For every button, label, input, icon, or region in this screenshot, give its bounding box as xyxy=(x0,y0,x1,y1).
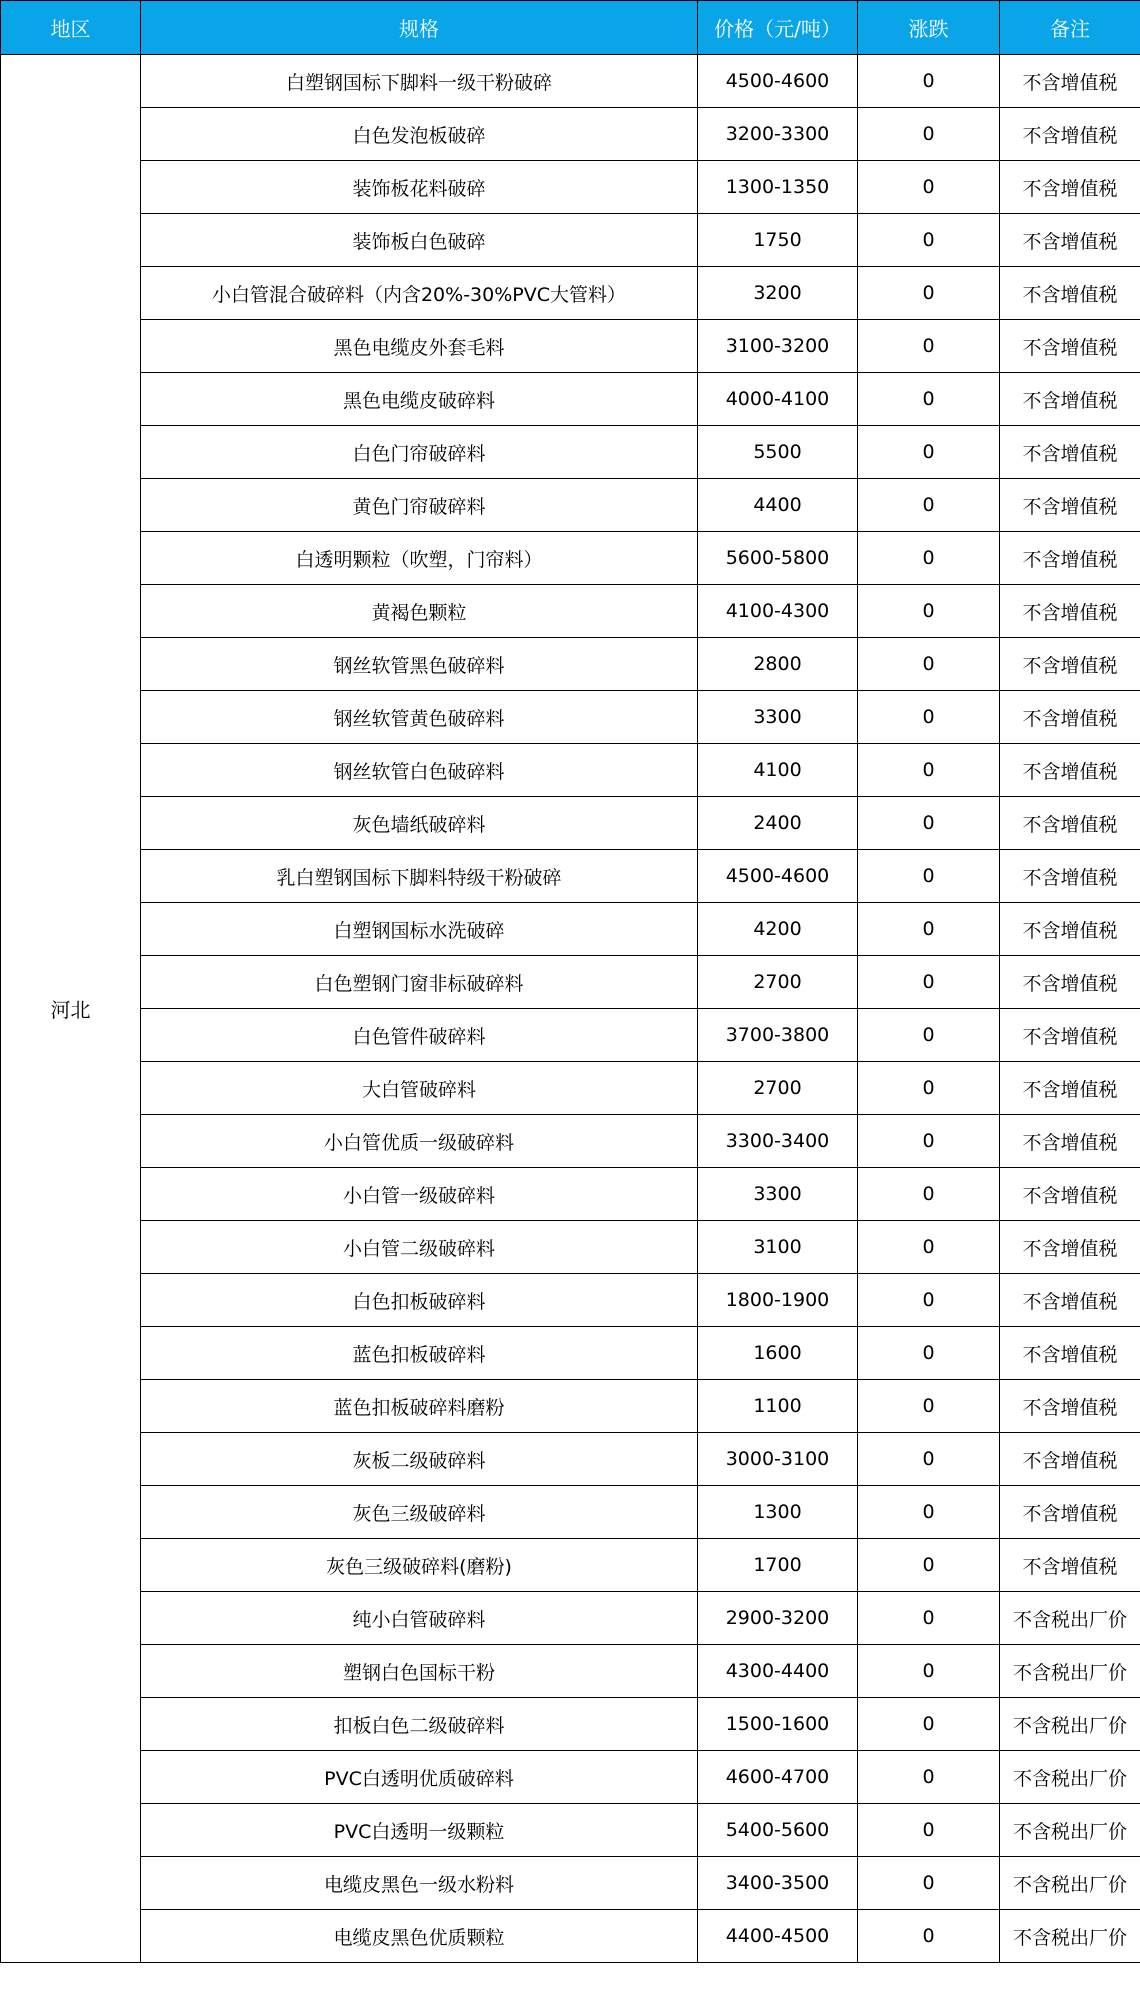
change-cell: 0 xyxy=(858,744,1000,797)
spec-cell: 扣板白色二级破碎料 xyxy=(141,1698,698,1751)
note-cell: 不含增值税 xyxy=(1000,903,1140,956)
note-cell: 不含增值税 xyxy=(1000,956,1140,1009)
table-row xyxy=(1,267,1140,320)
spec-cell: 白透明颗粒（吹塑，门帘料） xyxy=(141,532,698,585)
change-cell: 0 xyxy=(858,1698,1000,1751)
note-cell: 不含增值税 xyxy=(1000,426,1140,479)
table-row xyxy=(1,1009,1140,1062)
note-cell: 不含增值税 xyxy=(1000,373,1140,426)
change-cell: 0 xyxy=(858,850,1000,903)
price-cell: 3100-3200 xyxy=(698,320,858,373)
note-cell: 不含增值税 xyxy=(1000,1274,1140,1327)
spec-cell: 白塑钢国标下脚料一级干粉破碎 xyxy=(141,55,698,108)
table-row xyxy=(1,1433,1140,1486)
price-cell: 2800 xyxy=(698,638,858,691)
header-change: 涨跌 xyxy=(858,1,1000,55)
price-cell: 1600 xyxy=(698,1327,858,1380)
price-cell: 3400-3500 xyxy=(698,1857,858,1910)
price-cell: 4200 xyxy=(698,903,858,956)
change-cell: 0 xyxy=(858,638,1000,691)
table-row xyxy=(1,426,1140,479)
price-cell: 4100 xyxy=(698,744,858,797)
change-cell: 0 xyxy=(858,797,1000,850)
change-cell: 0 xyxy=(858,479,1000,532)
change-cell: 0 xyxy=(858,1168,1000,1221)
change-cell: 0 xyxy=(858,1645,1000,1698)
note-cell: 不含增值税 xyxy=(1000,320,1140,373)
spec-cell: 小白管二级破碎料 xyxy=(141,1221,698,1274)
change-cell: 0 xyxy=(858,1274,1000,1327)
table-row xyxy=(1,1645,1140,1698)
table-row xyxy=(1,956,1140,1009)
change-cell: 0 xyxy=(858,1327,1000,1380)
change-cell: 0 xyxy=(858,1539,1000,1592)
note-cell: 不含增值税 xyxy=(1000,108,1140,161)
table-row xyxy=(1,1327,1140,1380)
price-cell: 3300 xyxy=(698,1168,858,1221)
change-cell: 0 xyxy=(858,532,1000,585)
note-cell: 不含增值税 xyxy=(1000,161,1140,214)
spec-cell: 白塑钢国标水洗破碎 xyxy=(141,903,698,956)
price-cell: 1500-1600 xyxy=(698,1698,858,1751)
table-row xyxy=(1,1221,1140,1274)
note-cell: 不含税出厂价 xyxy=(1000,1645,1140,1698)
spec-cell: 黑色电缆皮破碎料 xyxy=(141,373,698,426)
spec-cell: 白色管件破碎料 xyxy=(141,1009,698,1062)
change-cell: 0 xyxy=(858,691,1000,744)
header-region: 地区 xyxy=(1,1,141,55)
spec-cell: 纯小白管破碎料 xyxy=(141,1592,698,1645)
note-cell: 不含增值税 xyxy=(1000,1539,1140,1592)
price-cell: 3100 xyxy=(698,1221,858,1274)
table-row xyxy=(1,850,1140,903)
change-cell: 0 xyxy=(858,214,1000,267)
change-cell: 0 xyxy=(858,1062,1000,1115)
table-row xyxy=(1,532,1140,585)
table-row xyxy=(1,320,1140,373)
table-row xyxy=(1,797,1140,850)
change-cell: 0 xyxy=(858,426,1000,479)
spec-cell: 白色扣板破碎料 xyxy=(141,1274,698,1327)
spec-cell: 钢丝软管黑色破碎料 xyxy=(141,638,698,691)
table-row xyxy=(1,1539,1140,1592)
price-cell: 3200 xyxy=(698,267,858,320)
change-cell: 0 xyxy=(858,1751,1000,1804)
table-row xyxy=(1,1804,1140,1857)
spec-cell: 灰色三级破碎料(磨粉) xyxy=(141,1539,698,1592)
note-cell: 不含增值税 xyxy=(1000,1009,1140,1062)
spec-cell: 钢丝软管黄色破碎料 xyxy=(141,691,698,744)
spec-cell: 白色塑钢门窗非标破碎料 xyxy=(141,956,698,1009)
spec-cell: 小白管混合破碎料（内含20%-30%PVC大管料） xyxy=(141,267,698,320)
change-cell: 0 xyxy=(858,1804,1000,1857)
spec-cell: 灰色三级破碎料 xyxy=(141,1486,698,1539)
note-cell: 不含增值税 xyxy=(1000,797,1140,850)
price-cell: 1700 xyxy=(698,1539,858,1592)
price-cell: 5500 xyxy=(698,426,858,479)
note-cell: 不含税出厂价 xyxy=(1000,1910,1140,1963)
change-cell: 0 xyxy=(858,1433,1000,1486)
note-cell: 不含税出厂价 xyxy=(1000,1751,1140,1804)
price-cell: 4500-4600 xyxy=(698,850,858,903)
price-cell: 3300 xyxy=(698,691,858,744)
change-cell: 0 xyxy=(858,1115,1000,1168)
price-cell: 4500-4600 xyxy=(698,55,858,108)
spec-cell: 白色发泡板破碎 xyxy=(141,108,698,161)
table-row xyxy=(1,1857,1140,1910)
change-cell: 0 xyxy=(858,1221,1000,1274)
spec-cell: 电缆皮黑色一级水粉料 xyxy=(141,1857,698,1910)
change-cell: 0 xyxy=(858,956,1000,1009)
price-cell: 1750 xyxy=(698,214,858,267)
spec-cell: 装饰板白色破碎 xyxy=(141,214,698,267)
price-cell: 1300 xyxy=(698,1486,858,1539)
table-row xyxy=(1,1168,1140,1221)
price-cell: 3300-3400 xyxy=(698,1115,858,1168)
header-note: 备注 xyxy=(1000,1,1140,55)
note-cell: 不含增值税 xyxy=(1000,1433,1140,1486)
table-body xyxy=(1,55,1140,1963)
price-cell: 4600-4700 xyxy=(698,1751,858,1804)
note-cell: 不含增值税 xyxy=(1000,479,1140,532)
spec-cell: 灰色墙纸破碎料 xyxy=(141,797,698,850)
price-cell: 4400-4500 xyxy=(698,1910,858,1963)
note-cell: 不含增值税 xyxy=(1000,1062,1140,1115)
note-cell: 不含增值税 xyxy=(1000,214,1140,267)
price-cell: 3700-3800 xyxy=(698,1009,858,1062)
spec-cell: 乳白塑钢国标下脚料特级干粉破碎 xyxy=(141,850,698,903)
price-cell: 3200-3300 xyxy=(698,108,858,161)
price-cell: 2400 xyxy=(698,797,858,850)
table-row xyxy=(1,1698,1140,1751)
note-cell: 不含税出厂价 xyxy=(1000,1804,1140,1857)
table-row xyxy=(1,1910,1140,1963)
spec-cell: 钢丝软管白色破碎料 xyxy=(141,744,698,797)
price-cell: 2900-3200 xyxy=(698,1592,858,1645)
spec-cell: 大白管破碎料 xyxy=(141,1062,698,1115)
note-cell: 不含增值税 xyxy=(1000,1221,1140,1274)
note-cell: 不含增值税 xyxy=(1000,638,1140,691)
price-cell: 4000-4100 xyxy=(698,373,858,426)
table-row xyxy=(1,373,1140,426)
table-row xyxy=(1,1115,1140,1168)
note-cell: 不含税出厂价 xyxy=(1000,1698,1140,1751)
table-row xyxy=(1,1380,1140,1433)
note-cell: 不含增值税 xyxy=(1000,585,1140,638)
table-row xyxy=(1,214,1140,267)
spec-cell: 装饰板花料破碎 xyxy=(141,161,698,214)
note-cell: 不含增值税 xyxy=(1000,1115,1140,1168)
spec-cell: 黑色电缆皮外套毛料 xyxy=(141,320,698,373)
price-cell: 1800-1900 xyxy=(698,1274,858,1327)
note-cell: 不含税出厂价 xyxy=(1000,1857,1140,1910)
spec-cell: 塑钢白色国标干粉 xyxy=(141,1645,698,1698)
header-price: 价格（元/吨） xyxy=(698,1,858,55)
change-cell: 0 xyxy=(858,1009,1000,1062)
note-cell: 不含税出厂价 xyxy=(1000,1592,1140,1645)
spec-cell: 灰板二级破碎料 xyxy=(141,1433,698,1486)
note-cell: 不含增值税 xyxy=(1000,1380,1140,1433)
change-cell: 0 xyxy=(858,108,1000,161)
spec-cell: 蓝色扣板破碎料磨粉 xyxy=(141,1380,698,1433)
table-row xyxy=(1,108,1140,161)
table-row xyxy=(1,691,1140,744)
spec-cell: 电缆皮黑色优质颗粒 xyxy=(141,1910,698,1963)
price-cell: 1100 xyxy=(698,1380,858,1433)
price-cell: 4400 xyxy=(698,479,858,532)
price-cell: 2700 xyxy=(698,956,858,1009)
note-cell: 不含增值税 xyxy=(1000,744,1140,797)
change-cell: 0 xyxy=(858,585,1000,638)
table-row xyxy=(1,638,1140,691)
price-cell: 3000-3100 xyxy=(698,1433,858,1486)
change-cell: 0 xyxy=(858,320,1000,373)
change-cell: 0 xyxy=(858,1592,1000,1645)
spec-cell: PVC白透明优质破碎料 xyxy=(141,1751,698,1804)
change-cell: 0 xyxy=(858,1380,1000,1433)
change-cell: 0 xyxy=(858,903,1000,956)
spec-cell: 黄色门帘破碎料 xyxy=(141,479,698,532)
table-row xyxy=(1,479,1140,532)
price-cell: 4300-4400 xyxy=(698,1645,858,1698)
spec-cell: 蓝色扣板破碎料 xyxy=(141,1327,698,1380)
header-row xyxy=(1,1,1140,55)
price-cell: 5400-5600 xyxy=(698,1804,858,1857)
price-cell: 1300-1350 xyxy=(698,161,858,214)
note-cell: 不含增值税 xyxy=(1000,1327,1140,1380)
change-cell: 0 xyxy=(858,55,1000,108)
note-cell: 不含增值税 xyxy=(1000,691,1140,744)
change-cell: 0 xyxy=(858,1857,1000,1910)
note-cell: 不含增值税 xyxy=(1000,55,1140,108)
table-header xyxy=(1,1,1140,55)
note-cell: 不含增值税 xyxy=(1000,850,1140,903)
change-cell: 0 xyxy=(858,267,1000,320)
table-row xyxy=(1,1592,1140,1645)
table-row xyxy=(1,161,1140,214)
table-row xyxy=(1,1751,1140,1804)
change-cell: 0 xyxy=(858,373,1000,426)
note-cell: 不含增值税 xyxy=(1000,267,1140,320)
spec-cell: 黄褐色颗粒 xyxy=(141,585,698,638)
table-row xyxy=(1,585,1140,638)
header-spec: 规格 xyxy=(141,1,698,55)
note-cell: 不含增值税 xyxy=(1000,1486,1140,1539)
table-row xyxy=(1,903,1140,956)
note-cell: 不含增值税 xyxy=(1000,1168,1140,1221)
spec-cell: 白色门帘破碎料 xyxy=(141,426,698,479)
spec-cell: 小白管优质一级破碎料 xyxy=(141,1115,698,1168)
table-row xyxy=(1,744,1140,797)
price-cell: 2700 xyxy=(698,1062,858,1115)
table-row xyxy=(1,55,1140,108)
table-row xyxy=(1,1062,1140,1115)
table-row xyxy=(1,1486,1140,1539)
price-cell: 5600-5800 xyxy=(698,532,858,585)
table-row xyxy=(1,1274,1140,1327)
region-cell: 河北 xyxy=(1,55,141,1963)
price-cell: 4100-4300 xyxy=(698,585,858,638)
change-cell: 0 xyxy=(858,161,1000,214)
spec-cell: 小白管一级破碎料 xyxy=(141,1168,698,1221)
change-cell: 0 xyxy=(858,1910,1000,1963)
change-cell: 0 xyxy=(858,1486,1000,1539)
spec-cell: PVC白透明一级颗粒 xyxy=(141,1804,698,1857)
note-cell: 不含增值税 xyxy=(1000,532,1140,585)
